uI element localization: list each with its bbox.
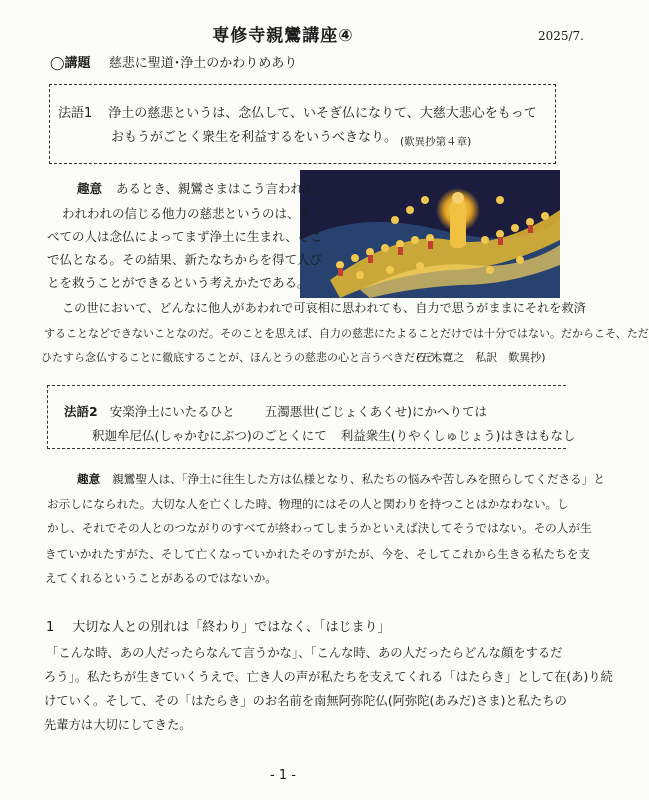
- shui1-source: (五木寛之 私訳 歎異抄): [416, 351, 546, 364]
- section1-line-0: 「こんな時、あの人だったらなんて言うかな」、「こんな時、あの人だったらどんな顔をするだ: [46, 646, 563, 660]
- shui2-line-1: お示しになられた。大切な人を亡くした時、物理的にはその人と関わりを持つことはかなわない。し: [47, 497, 569, 511]
- shui1-text-0: あるとき、親鸞さまはこう言われた。: [116, 181, 329, 196]
- shui1-line-5: この世において、どんなに他人があわれで可哀相に思われても、自力で思うがままにそれを救済: [62, 301, 586, 315]
- shui1-line-6: することなどできないことなのだ。そのことを思えば、自力の慈悲にたよることだけでは十分ではない。だからこそ、ただ: [44, 327, 649, 340]
- section1-line-2: けていく。そして、その「はたらき」のお名前を南無阿弥陀仏(阿弥陀(あみだ)さま)と私たちの: [44, 694, 567, 708]
- shui1-line-4: とを救うことができるという考えかたである。: [47, 275, 310, 290]
- section1-number: 1: [46, 620, 55, 635]
- section1-line-3: 先輩方は大切にしてきた。: [44, 718, 192, 732]
- shui1-line-7: ひたすら念仏することに徹底することが、ほんとうの慈悲の心と言うべきだろう。: [41, 351, 448, 364]
- hougo1-text-2: おもうがごとく衆生を利益するをいうべきなり。: [111, 130, 398, 145]
- hougo2-label: 法語2: [64, 404, 98, 419]
- lecture-topic: [50, 52, 297, 71]
- amida-raigo-image: [300, 170, 560, 298]
- section1-line-1: ろう」。私たちが生きていくうえで、亡き人の声が私たちを支えてくれる「はたらき」として在(あ)り続: [44, 670, 613, 684]
- shui1-line-3: で仏となる。その結果、新たなちからを得て人び: [47, 252, 323, 267]
- hougo1-box: [49, 84, 556, 164]
- hougo2-line1: [64, 404, 487, 420]
- page-title: 専修寺親鸞講座④: [212, 26, 354, 46]
- shui2-line-2: かし、それでその人とのつながりのすべてが終わってしまうかといえば決してそうではない。その人が生: [47, 521, 592, 535]
- shui1-line-0: [77, 181, 328, 197]
- shui2-line-3: [45, 546, 590, 562]
- amida-raigo-illustration: [300, 170, 560, 298]
- section1-heading: [46, 620, 391, 636]
- shui2-text-4: これから生きる私たちを支: [450, 547, 590, 561]
- hougo2-text-2b: 利益衆生(りやくしゅじょう)はきはもなし: [340, 428, 576, 443]
- hougo2-text-2a: 釈迦牟尼仏(しゃかむにぶつ)のごとくにて: [92, 428, 327, 443]
- shui1-line-2: べての人は念仏によってまず浄土に生まれ、そこ: [47, 229, 323, 244]
- hougo1-text-1: 浄土の慈悲というは、念仏して、いそぎ仏になりて、大慈大悲心をもって: [108, 106, 537, 121]
- hougo1-line2: [111, 130, 397, 146]
- date: 2025/7.: [537, 29, 584, 43]
- section1-heading-text: 大切な人との別れは「終わり」ではなく、「はじまり」: [72, 620, 391, 635]
- shui2-line-0: [77, 471, 605, 487]
- hougo2-text-1b: 五濁悪世(ごじょくあくせ)にかへりては: [264, 404, 487, 419]
- shui2-label: 趣意: [77, 472, 101, 486]
- shui2-text-0: 親鸞聖人は、「浄土に往生した方は仏様となり、私たちの悩みや苦しみを照らしてくださる」と: [112, 472, 605, 486]
- shui2-text-3: きていかれたすがた、そして亡くなっていかれたそのすがたが、今を、そして: [45, 547, 451, 561]
- topic-label: ◯講題: [50, 56, 91, 71]
- hougo2-text-1a: 安楽浄土にいたるひと: [109, 404, 235, 419]
- hougo2-line2: [92, 428, 576, 444]
- shui1-line-1: われわれの信じる他力の慈悲というのは、す: [62, 206, 313, 221]
- hougo1-source: (歎異抄第４章): [400, 136, 472, 148]
- page-number: - 1 -: [270, 768, 296, 783]
- hougo1-line1: [58, 106, 537, 122]
- shui2-line-5: えてくれるということがあるのではないか。: [45, 571, 277, 585]
- hougo1-label: 法語1: [58, 106, 93, 121]
- shui1-label: 趣意: [77, 181, 103, 196]
- topic-text: 慈悲に聖道･浄土のかわりめあり: [108, 56, 298, 71]
